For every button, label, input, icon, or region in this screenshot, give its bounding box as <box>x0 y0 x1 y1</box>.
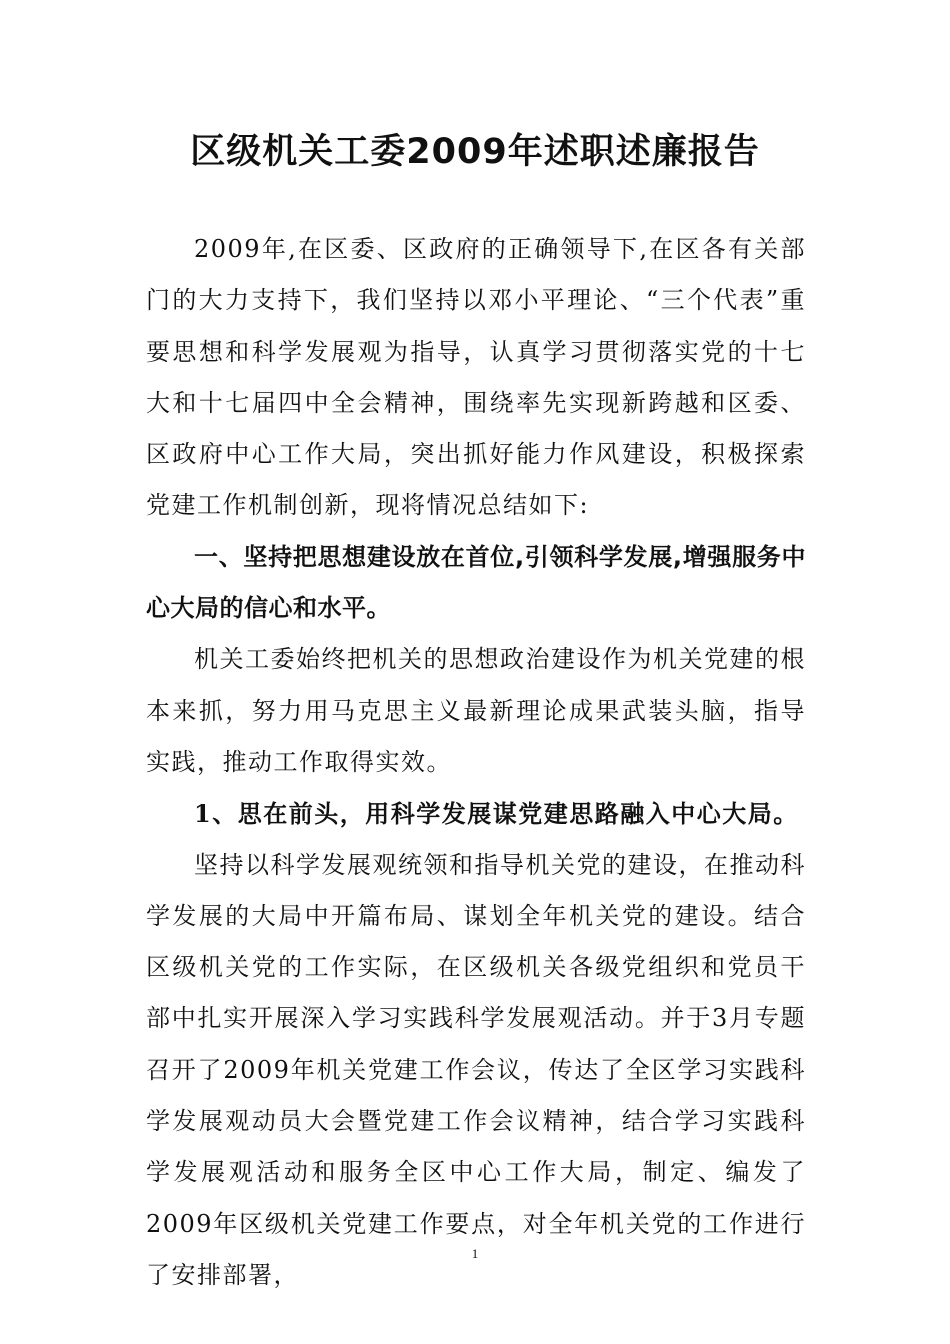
subsection-heading-1: 1、思在前头，用科学发展谋党建思路融入中心大局。 <box>194 799 799 829</box>
paragraph-intro: 2009年,在区委、区政府的正确领导下,在区各有关部门的大力支持下，我们坚持以邓小平理论、“三个代表”重要思想和科学发展观为指导，认真学习贯彻落实党的十七大和十七届四中全会精神，围绕率先实现新跨越和区委、区政府中心工作大局，突出抓好能力作风建设，积极探索党建工作机制创新，现将情况总结如下: <box>146 235 806 520</box>
document-body <box>146 224 806 1301</box>
paragraph-subsection-1: 坚持以科学发展观统领和指导机关党的建设，在推动科学发展的大局中开篇布局、谋划全年机关党的建设。结合区级机关党的工作实际，在区级机关各级党组织和党员干部中扎实开展深入学习实践科学发展观活动。并于3月专题召开了2009年机关党建工作会议，传达了全区学习实践科学发展观动员大会暨党建工作会议精神，结合学习实践科学发展观活动和服务全区中心工作大局，制定、编发了2009年区级机关党建工作要点，对全年机关党的工作进行了安排部署， <box>146 850 806 1289</box>
page-number: 1 <box>471 1246 479 1261</box>
paragraph-section-1: 机关工委始终把机关的思想政治建设作为机关党建的根本来抓，努力用马克思主义最新理论成果武装头脑，指导实践，推动工作取得实效。 <box>146 645 806 776</box>
document-title: 区级机关工委2009年述职述廉报告 <box>190 132 760 172</box>
section-heading-1: 一、坚持把思想建设放在首位,引领科学发展,增强服务中心大局的信心和水平。 <box>146 542 806 623</box>
